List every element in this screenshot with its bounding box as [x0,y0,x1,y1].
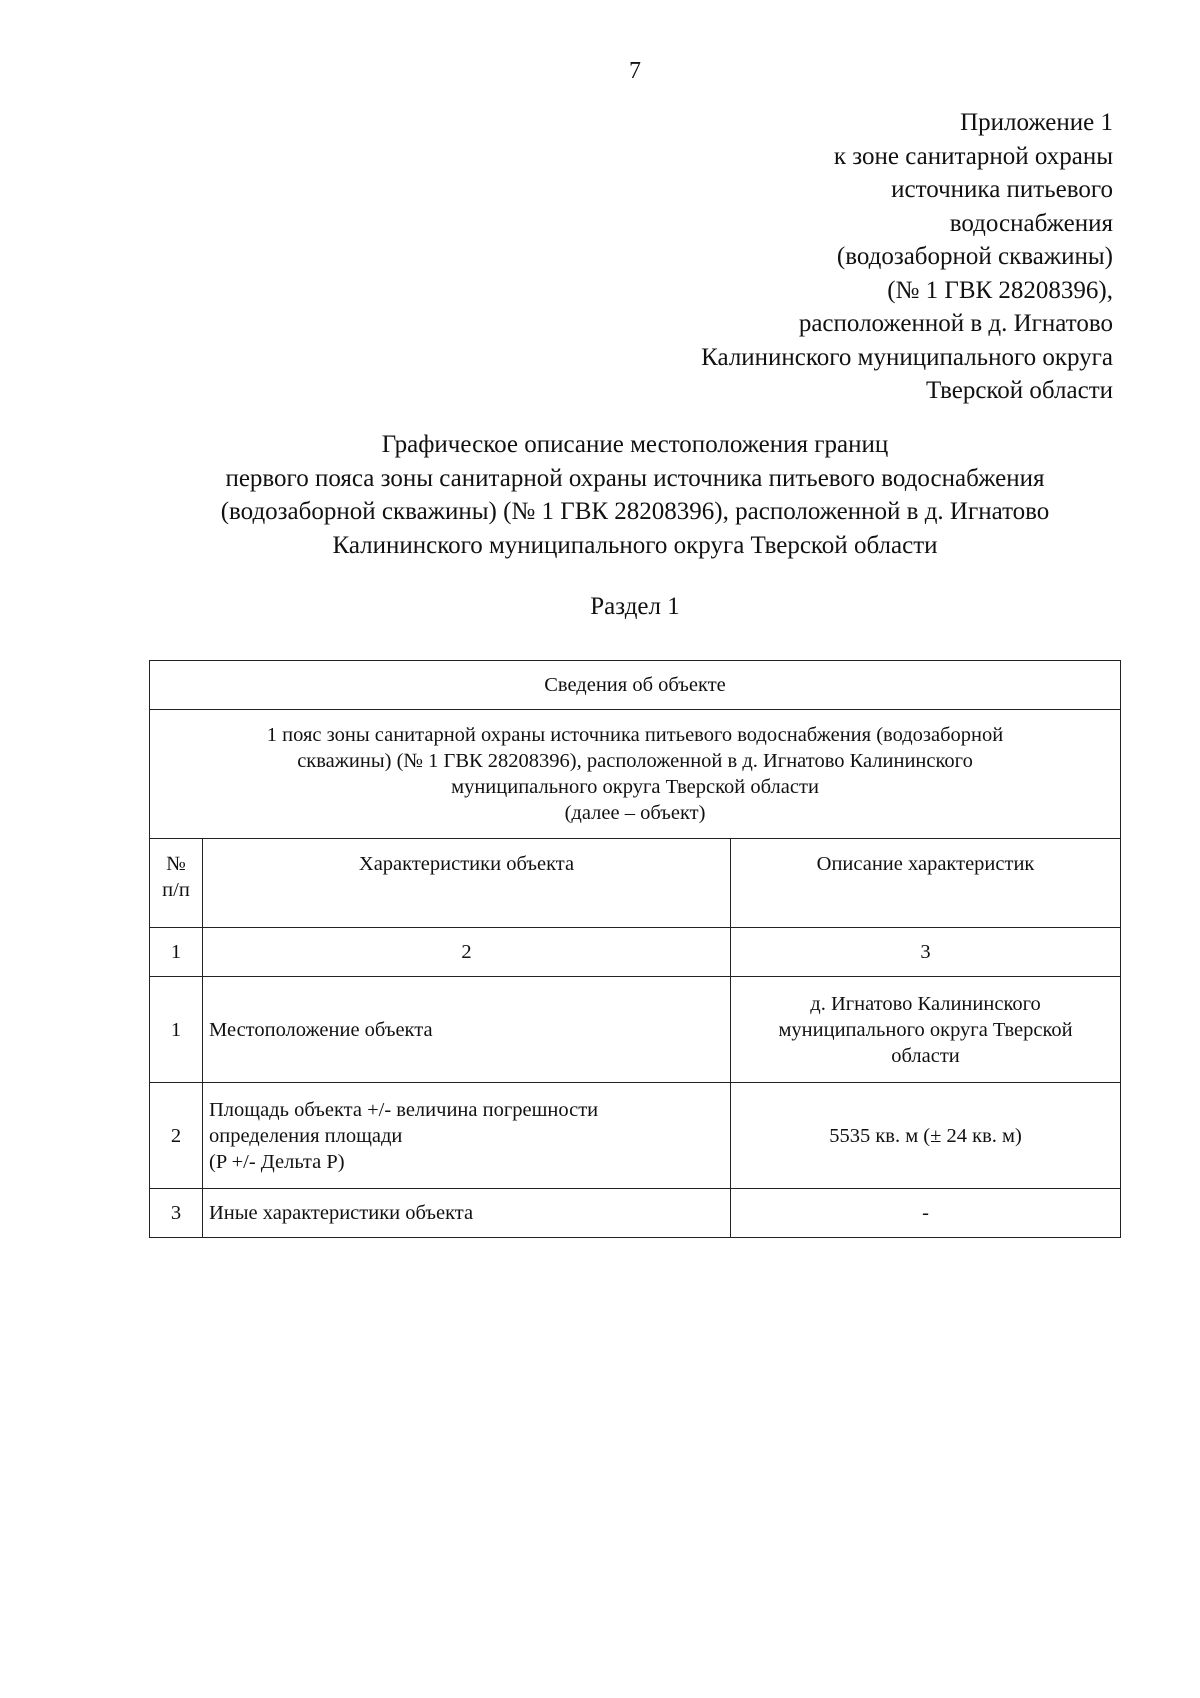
title-line: Калининского муниципального округа Тверской области [332,531,938,559]
row-characteristic [203,1083,731,1189]
object-line: (далее – объект) [564,802,706,824]
column-number-row [150,928,1121,977]
object-description [150,710,1121,839]
row-characteristic [203,977,731,1083]
column-number: 2 [203,928,731,977]
table-row [150,1083,1121,1189]
row-description [731,1189,1121,1238]
characteristic-line: Иные характеристики объекта [209,1202,474,1224]
characteristic-line: Площадь объекта +/- величина погрешности [209,1098,599,1121]
title-line: (водозаборной скважины) (№ 1 ГВК 28208396), расположенной в д. Игнатово [220,498,1050,525]
column-header-num: № п/п [150,839,203,928]
description-line: - [922,1202,929,1224]
table-header: Сведения об объекте [150,661,1121,710]
object-line: 1 пояс зоны санитарной охраны источника питьевого водоснабжения (водозаборной [266,724,1004,746]
page-number: 7 [629,58,641,84]
appendix-line: расположенной в д. Игнатово [798,310,1113,337]
appendix-line: Приложение 1 [960,109,1113,136]
characteristic-line: (P +/- Дельта P) [209,1150,345,1173]
appendix-block [701,106,1113,408]
description-line: области [891,1044,960,1067]
title-line: первого пояса зоны санитарной охраны источника питьевого водоснабжения [225,464,1045,492]
appendix-line: источника питьевого [891,176,1113,203]
appendix-line: (№ 1 ГВК 28208396), [887,276,1113,304]
table-row [150,1189,1121,1238]
column-header-description: Описание характеристик [731,839,1121,928]
characteristic-line: определения площади [209,1124,403,1147]
column-number: 3 [731,928,1121,977]
appendix-line: водоснабжения [949,209,1113,237]
description-line: муниципального округа Тверской [778,1018,1073,1041]
column-header-row [150,839,1121,928]
row-description [731,977,1121,1083]
description-line: д. Игнатово Калининского [810,992,1041,1015]
table-header-row [150,661,1121,710]
object-line: муниципального округа Тверской области [451,776,819,798]
row-number: 2 [150,1083,203,1189]
column-number: 1 [150,928,203,977]
title-line: Графическое описание местоположения границ [381,431,889,458]
appendix-line: Тверской области [926,377,1113,404]
appendix-line: (водозаборной скважины) [836,243,1113,270]
appendix-line: к зоне санитарной охраны [833,142,1113,170]
column-header-characteristics: Характеристики объекта [203,839,731,928]
object-description-row [150,710,1121,839]
row-number: 1 [150,977,203,1083]
section-title: Раздел 1 [590,593,680,620]
object-info-table [149,660,1121,1238]
table-row [150,977,1121,1083]
row-number: 3 [150,1189,203,1238]
row-description [731,1083,1121,1189]
row-characteristic [203,1189,731,1238]
description-line: 5535 кв. м (± 24 кв. м) [829,1124,1022,1147]
appendix-line: Калининского муниципального округа [701,343,1113,371]
characteristic-line: Местоположение объекта [209,1018,433,1041]
object-line: скважины) (№ 1 ГВК 28208396), расположенной в д. Игнатово Калининского [297,750,973,772]
document-title [120,428,1150,562]
